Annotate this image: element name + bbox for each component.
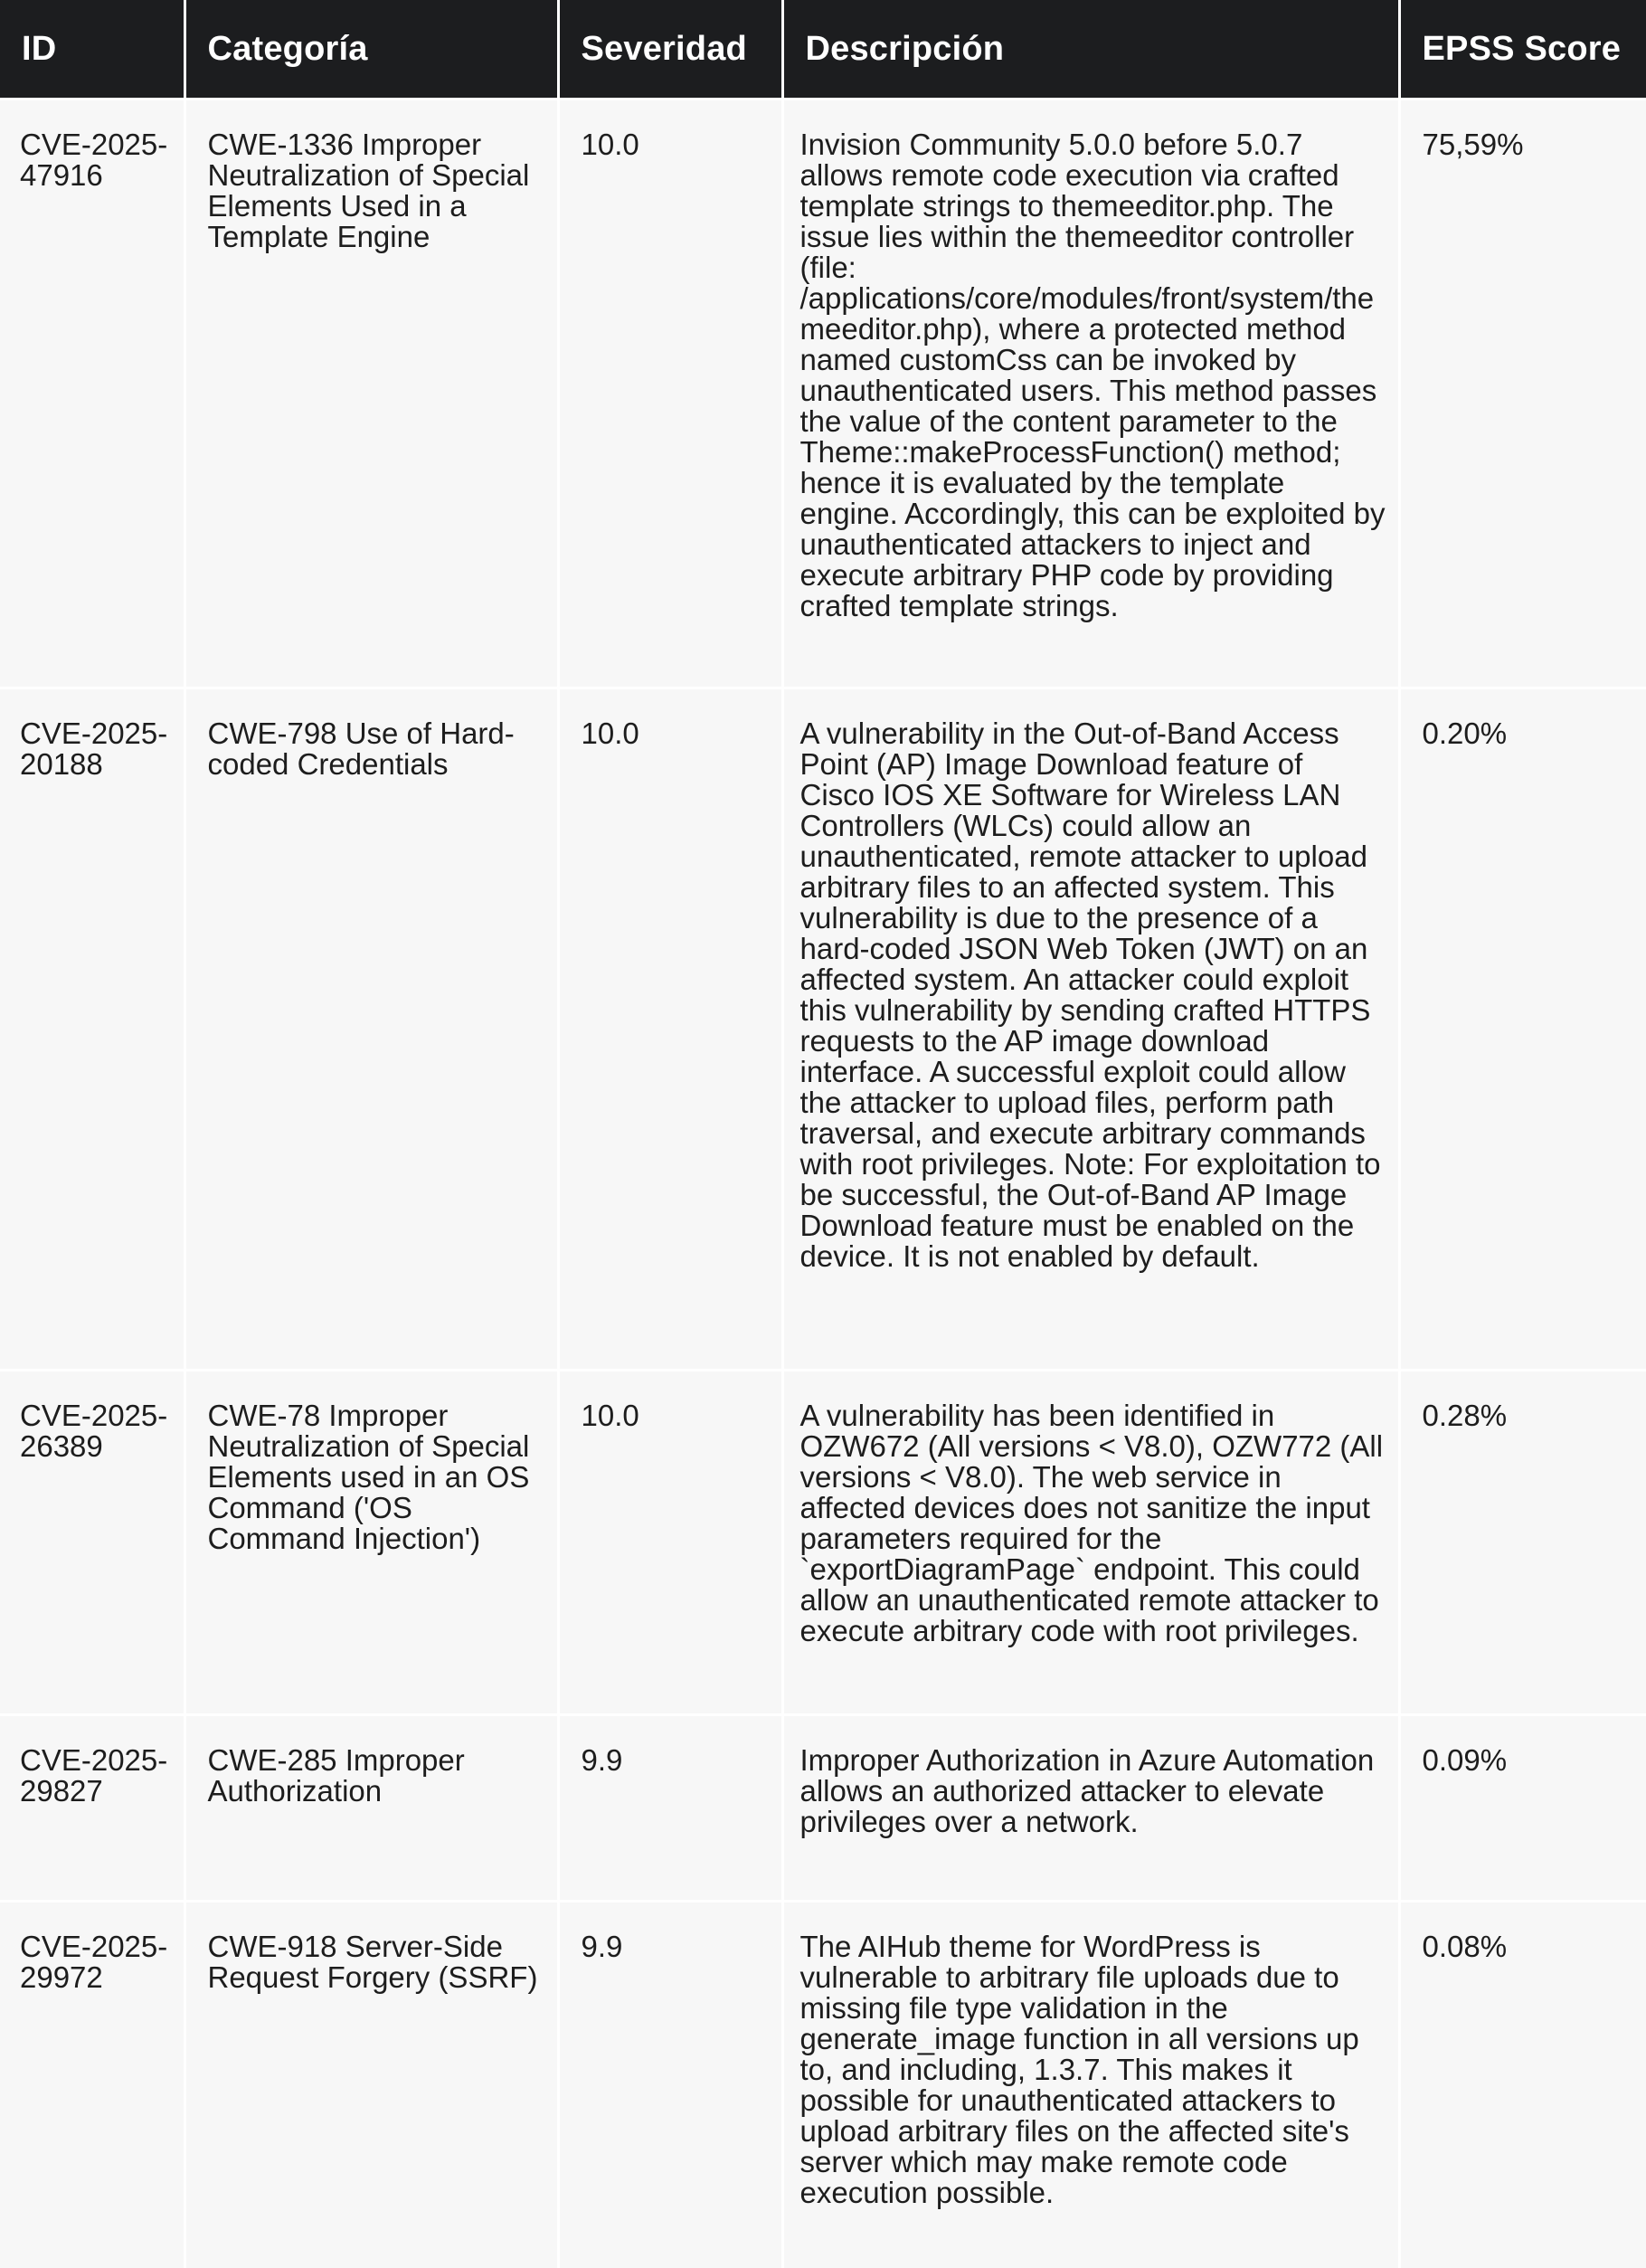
table-header: [0, 0, 1646, 100]
cell-description: The AIHub theme for WordPress is vulnerable to arbitrary file uploads due to missing file type validation in the generate_image function in all versions up to, and including, 1.3.7. This makes it possible for unauthenticated attackers to upload arbitrary files on the affected site's server which may make remote code execution possible.: [782, 1902, 1399, 2268]
cell-epss: 0.28%: [1399, 1371, 1646, 1715]
cell-epss: 0.08%: [1399, 1902, 1646, 2268]
cell-severity: 9.9: [558, 1902, 782, 2268]
table-row: [0, 1371, 1646, 1715]
table-row: [0, 1902, 1646, 2268]
table-row: [0, 688, 1646, 1371]
header-row: [0, 0, 1646, 100]
cell-description: Improper Authorization in Azure Automation allows an authorized attacker to elevate privileges over a network.: [782, 1715, 1399, 1902]
cell-id: CVE-2025-47916: [0, 100, 184, 688]
cell-severity: 10.0: [558, 100, 782, 688]
cell-category: CWE-78 Improper Neutralization of Special Elements used in an OS Command ('OS Command Injection'): [184, 1371, 558, 1715]
cell-epss: 0.09%: [1399, 1715, 1646, 1902]
cell-category: CWE-1336 Improper Neutralization of Special Elements Used in a Template Engine: [184, 100, 558, 688]
header-description: Descripción: [782, 0, 1399, 100]
cell-id: CVE-2025-20188: [0, 688, 184, 1371]
cell-category: CWE-918 Server-Side Request Forgery (SSRF): [184, 1902, 558, 2268]
cell-description: A vulnerability in the Out-of-Band Access Point (AP) Image Download feature of Cisco IOS XE Software for Wireless LAN Controllers (WLCs) could allow an unauthenticated, remote attacker to upload arbitrary files to an affected system. This vulnerability is due to the presence of a hard-coded JSON Web Token (JWT) on an affected system. An attacker could exploit this vulnerability by sending crafted HTTPS requests to the AP image download interface. A successful exploit could allow the attacker to upload files, perform path traversal, and execute arbitrary commands with root privileges. Note: For exploitation to be successful, the Out-of-Band AP Image Download feature must be enabled on the device. It is not enabled by default.: [782, 688, 1399, 1371]
cell-epss: 75,59%: [1399, 100, 1646, 688]
cell-id: CVE-2025-29827: [0, 1715, 184, 1902]
cell-id: CVE-2025-26389: [0, 1371, 184, 1715]
header-id: ID: [0, 0, 184, 100]
cell-severity: 9.9: [558, 1715, 782, 1902]
table-row: [0, 1715, 1646, 1902]
cell-epss: 0.20%: [1399, 688, 1646, 1371]
header-epss: EPSS Score: [1399, 0, 1646, 100]
cell-severity: 10.0: [558, 1371, 782, 1715]
table-row: [0, 100, 1646, 688]
header-category: Categoría: [184, 0, 558, 100]
cell-category: CWE-285 Improper Authorization: [184, 1715, 558, 1902]
cell-id: CVE-2025-29972: [0, 1902, 184, 2268]
header-severity: Severidad: [558, 0, 782, 100]
table-body: [0, 100, 1646, 2268]
cell-description: Invision Community 5.0.0 before 5.0.7 allows remote code execution via crafted template strings to themeeditor.php. The issue lies within the themeeditor controller (file: /applications/core/modules/front/system/themeeditor.php), where a protected method named customCss can be invoked by unauthenticated users. This method passes the value of the content parameter to the Theme::makeProcessFunction() method; hence it is evaluated by the template engine. Accordingly, this can be exploited by unauthenticated attackers to inject and execute arbitrary PHP code by providing crafted template strings.: [782, 100, 1399, 688]
cell-category: CWE-798 Use of Hard-coded Credentials: [184, 688, 558, 1371]
cell-description: A vulnerability has been identified in OZW672 (All versions < V8.0), OZW772 (All versions < V8.0). The web service in affected devices does not sanitize the input parameters required for the `exportDiagramPage` endpoint. This could allow an unauthenticated remote attacker to execute arbitrary code with root privileges.: [782, 1371, 1399, 1715]
cell-severity: 10.0: [558, 688, 782, 1371]
